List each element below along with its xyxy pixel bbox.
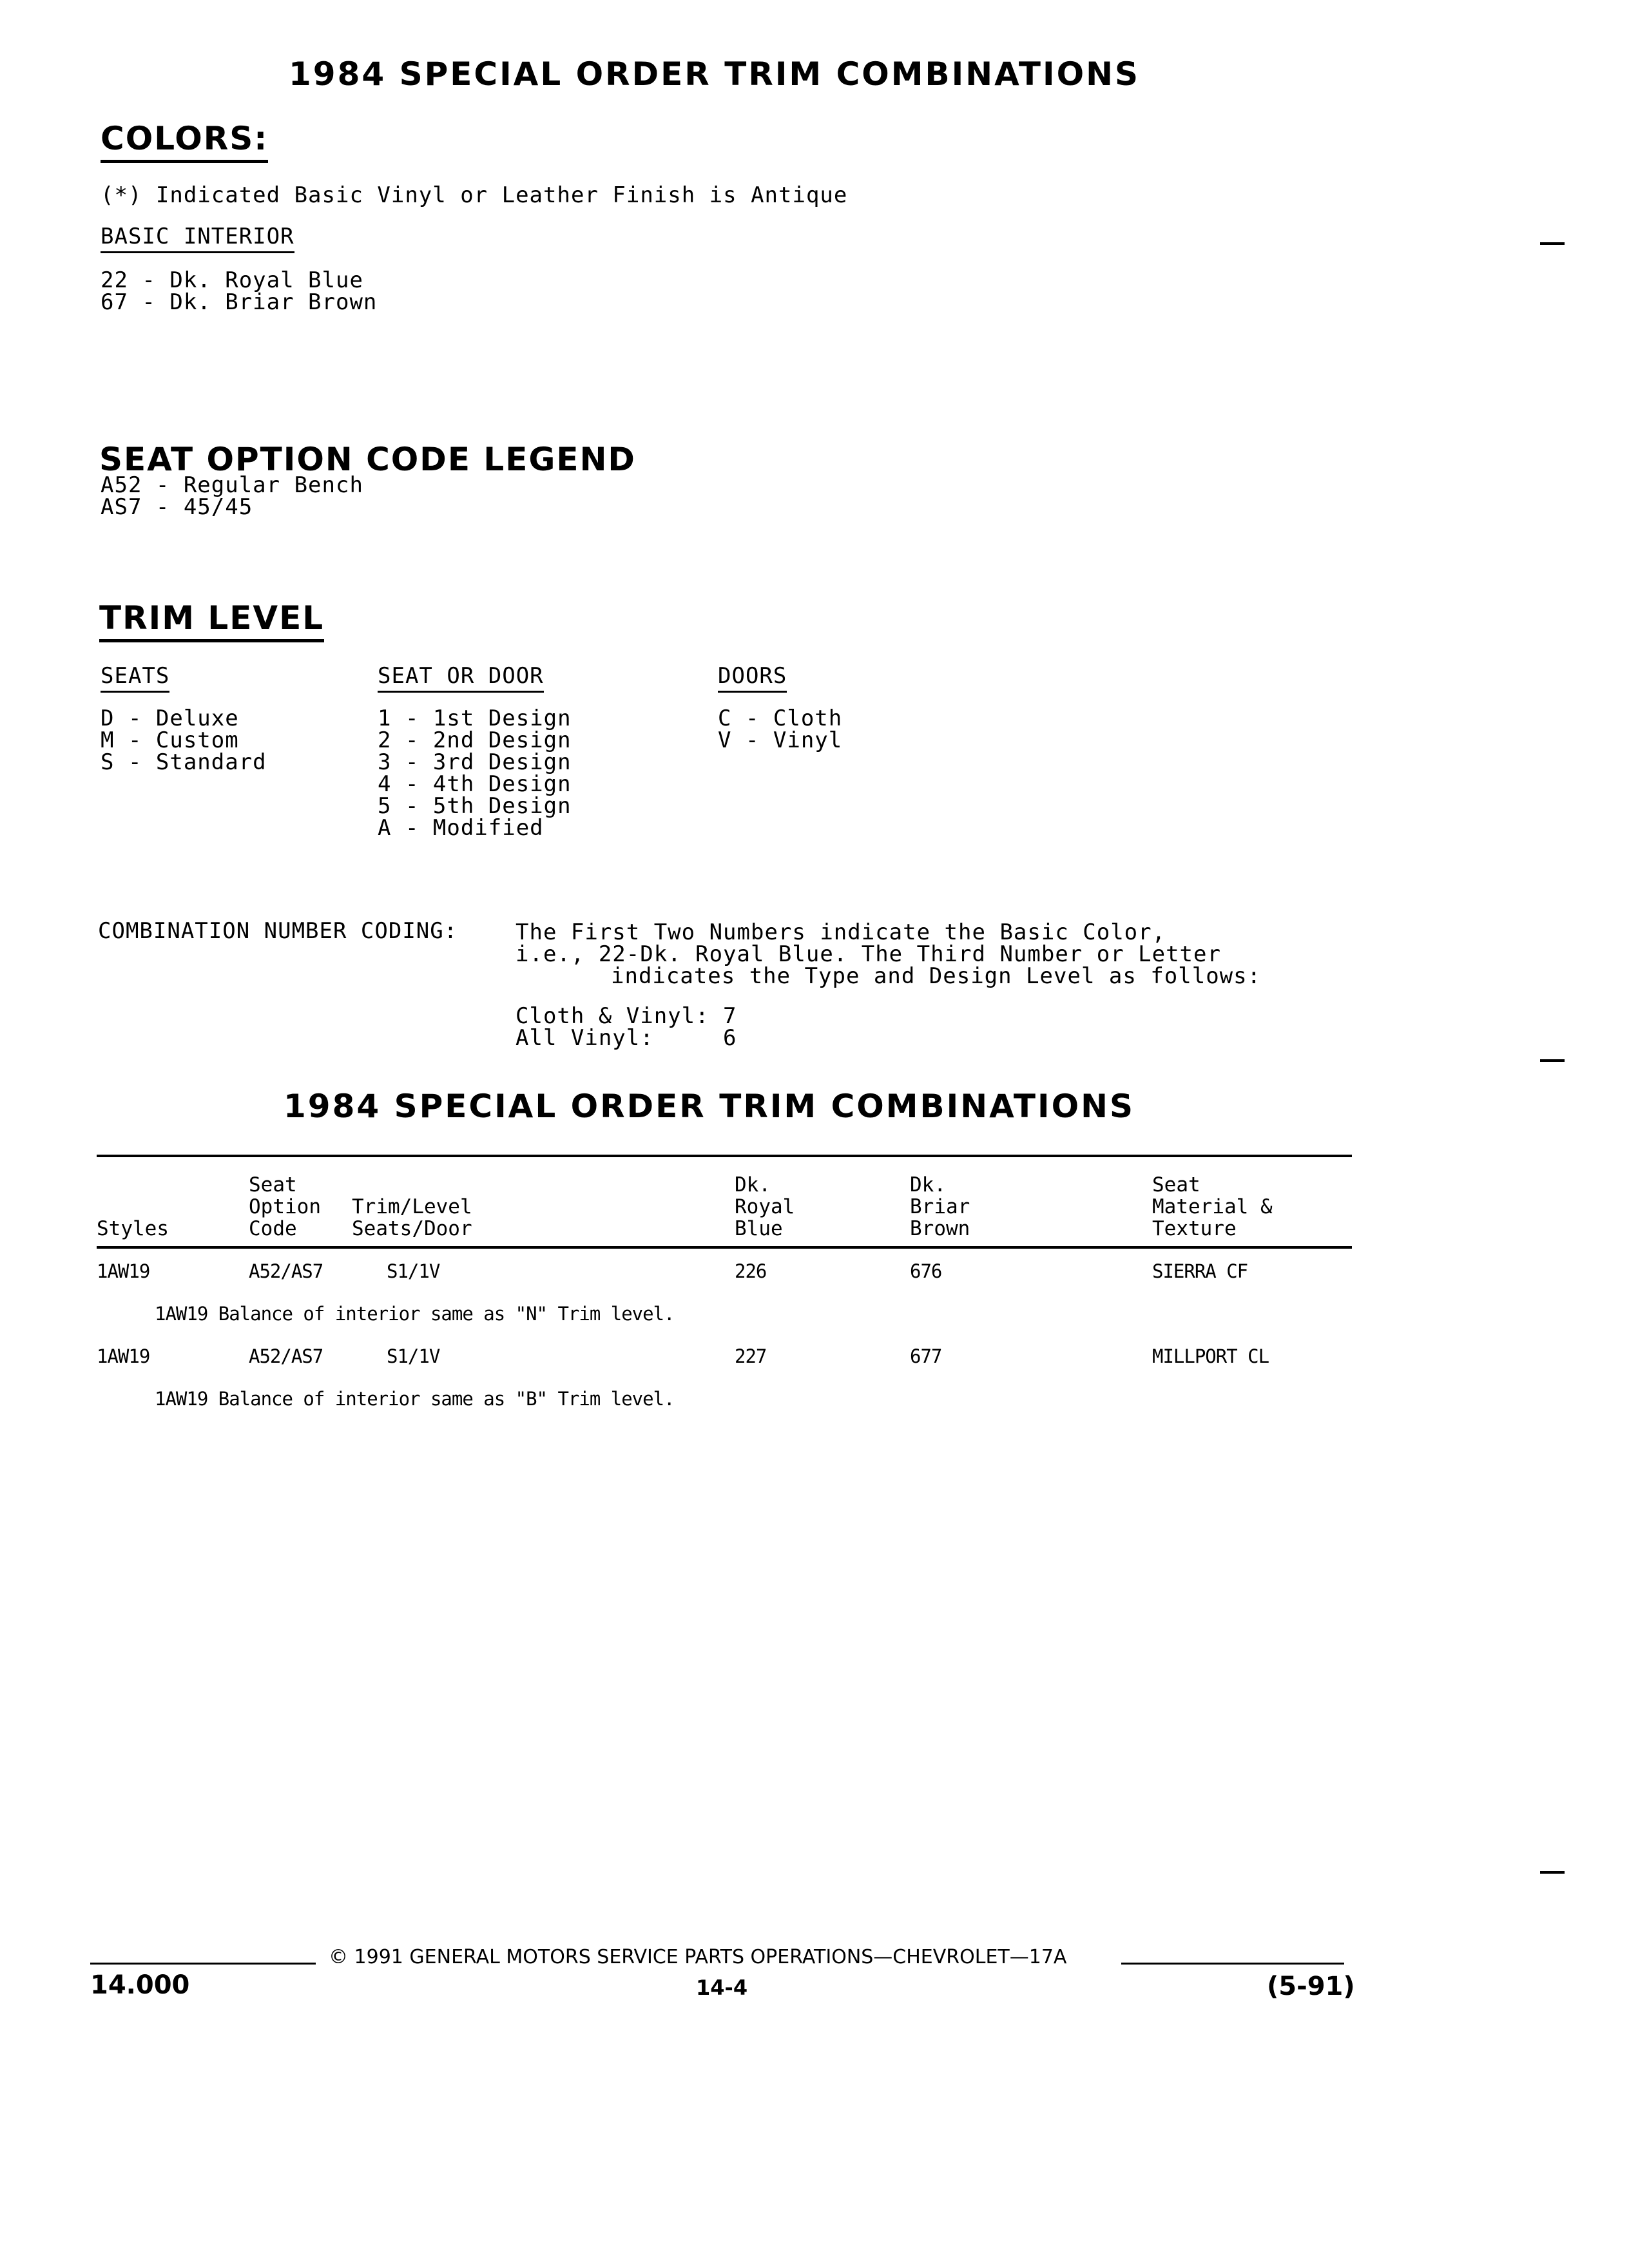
seat-or-door-label: SEAT OR DOOR bbox=[378, 665, 544, 693]
margin-tick bbox=[1540, 1059, 1565, 1062]
table-cell-material: MILLPORT CL bbox=[1152, 1345, 1269, 1367]
colors-note: (*) Indicated Basic Vinyl or Leather Finish is Antique bbox=[101, 182, 848, 208]
table-row-note: 1AW19 Balance of interior same as "B" Trim level. bbox=[155, 1388, 675, 1410]
seat-legend-item: A52 - Regular Bench bbox=[101, 472, 363, 498]
doors-label: DOORS bbox=[718, 665, 787, 693]
seats-label: SEATS bbox=[101, 665, 169, 693]
coding-label: COMBINATION NUMBER CODING: bbox=[98, 918, 458, 944]
color-item: 22 - Dk. Royal Blue bbox=[101, 267, 363, 293]
table-row-note: 1AW19 Balance of interior same as "N" Trim level. bbox=[155, 1303, 675, 1325]
basic-interior-label: BASIC INTERIOR bbox=[101, 226, 294, 253]
table-cell-code: A52/AS7 bbox=[249, 1345, 323, 1367]
header-styles: Styles bbox=[97, 1217, 169, 1240]
seat-legend-heading: SEAT OPTION CODE LEGEND bbox=[99, 441, 636, 478]
header-material: Seat Material & Texture bbox=[1152, 1173, 1273, 1240]
coding-line: i.e., 22-Dk. Royal Blue. The Third Number or Letter bbox=[516, 941, 1221, 967]
margin-tick bbox=[1540, 242, 1565, 245]
seats-item: D - Deluxe bbox=[101, 706, 239, 731]
seat-or-door-item: 5 - 5th Design bbox=[378, 793, 572, 819]
trim-level-heading: TRIM LEVEL bbox=[99, 599, 324, 642]
doors-item: C - Cloth bbox=[718, 706, 843, 731]
header-seat-option-code: Seat Option Code bbox=[249, 1173, 321, 1240]
coding-line: indicates the Type and Design Level as follows: bbox=[611, 963, 1262, 989]
table-cell-styles: 1AW19 bbox=[97, 1260, 150, 1282]
footer-page-number: 14-4 bbox=[696, 1975, 748, 2000]
seat-or-door-item: 1 - 1st Design bbox=[378, 706, 572, 731]
coding-all-vinyl: All Vinyl: 6 bbox=[516, 1025, 737, 1051]
table-header-rule bbox=[97, 1246, 1352, 1249]
table-cell-blue: 226 bbox=[735, 1260, 767, 1282]
seats-item: S - Standard bbox=[101, 749, 267, 775]
footer-rule-left bbox=[90, 1963, 316, 1965]
footer-section: 14.000 bbox=[90, 1970, 190, 2000]
table-cell-brown: 677 bbox=[910, 1345, 942, 1367]
seats-item: M - Custom bbox=[101, 727, 239, 753]
seat-or-door-item: 2 - 2nd Design bbox=[378, 727, 572, 753]
seat-or-door-item: A - Modified bbox=[378, 815, 544, 841]
table-cell-blue: 227 bbox=[735, 1345, 767, 1367]
table-top-rule bbox=[97, 1155, 1352, 1157]
colors-heading: COLORS: bbox=[101, 120, 268, 163]
header-briar-brown: Dk. Briar Brown bbox=[910, 1173, 970, 1240]
table-cell-material: SIERRA CF bbox=[1152, 1260, 1248, 1282]
coding-cloth-vinyl: Cloth & Vinyl: 7 bbox=[516, 1003, 737, 1029]
table-cell-styles: 1AW19 bbox=[97, 1345, 150, 1367]
coding-line: The First Two Numbers indicate the Basic Color, bbox=[516, 919, 1166, 945]
table-cell-trim: S1/1V bbox=[387, 1260, 440, 1282]
table-cell-code: A52/AS7 bbox=[249, 1260, 323, 1282]
seat-or-door-item: 4 - 4th Design bbox=[378, 771, 572, 797]
page-title: 1984 SPECIAL ORDER TRIM COMBINATIONS bbox=[289, 55, 1140, 93]
color-item: 67 - Dk. Briar Brown bbox=[101, 289, 378, 315]
footer-date: (5-91) bbox=[1267, 1972, 1355, 2001]
header-trim-level: Trim/Level Seats/Door bbox=[352, 1195, 472, 1240]
seat-or-door-item: 3 - 3rd Design bbox=[378, 749, 572, 775]
table-title: 1984 SPECIAL ORDER TRIM COMBINATIONS bbox=[284, 1088, 1135, 1125]
doors-item: V - Vinyl bbox=[718, 727, 843, 753]
table-cell-brown: 676 bbox=[910, 1260, 942, 1282]
header-royal-blue: Dk. Royal Blue bbox=[735, 1173, 795, 1240]
table-cell-trim: S1/1V bbox=[387, 1345, 440, 1367]
seat-legend-item: AS7 - 45/45 bbox=[101, 494, 253, 520]
footer-copyright: © 1991 GENERAL MOTORS SERVICE PARTS OPERATIONS—CHEVROLET—17A bbox=[329, 1946, 1067, 1968]
footer-rule-right bbox=[1121, 1963, 1344, 1965]
margin-tick bbox=[1540, 1871, 1565, 1874]
